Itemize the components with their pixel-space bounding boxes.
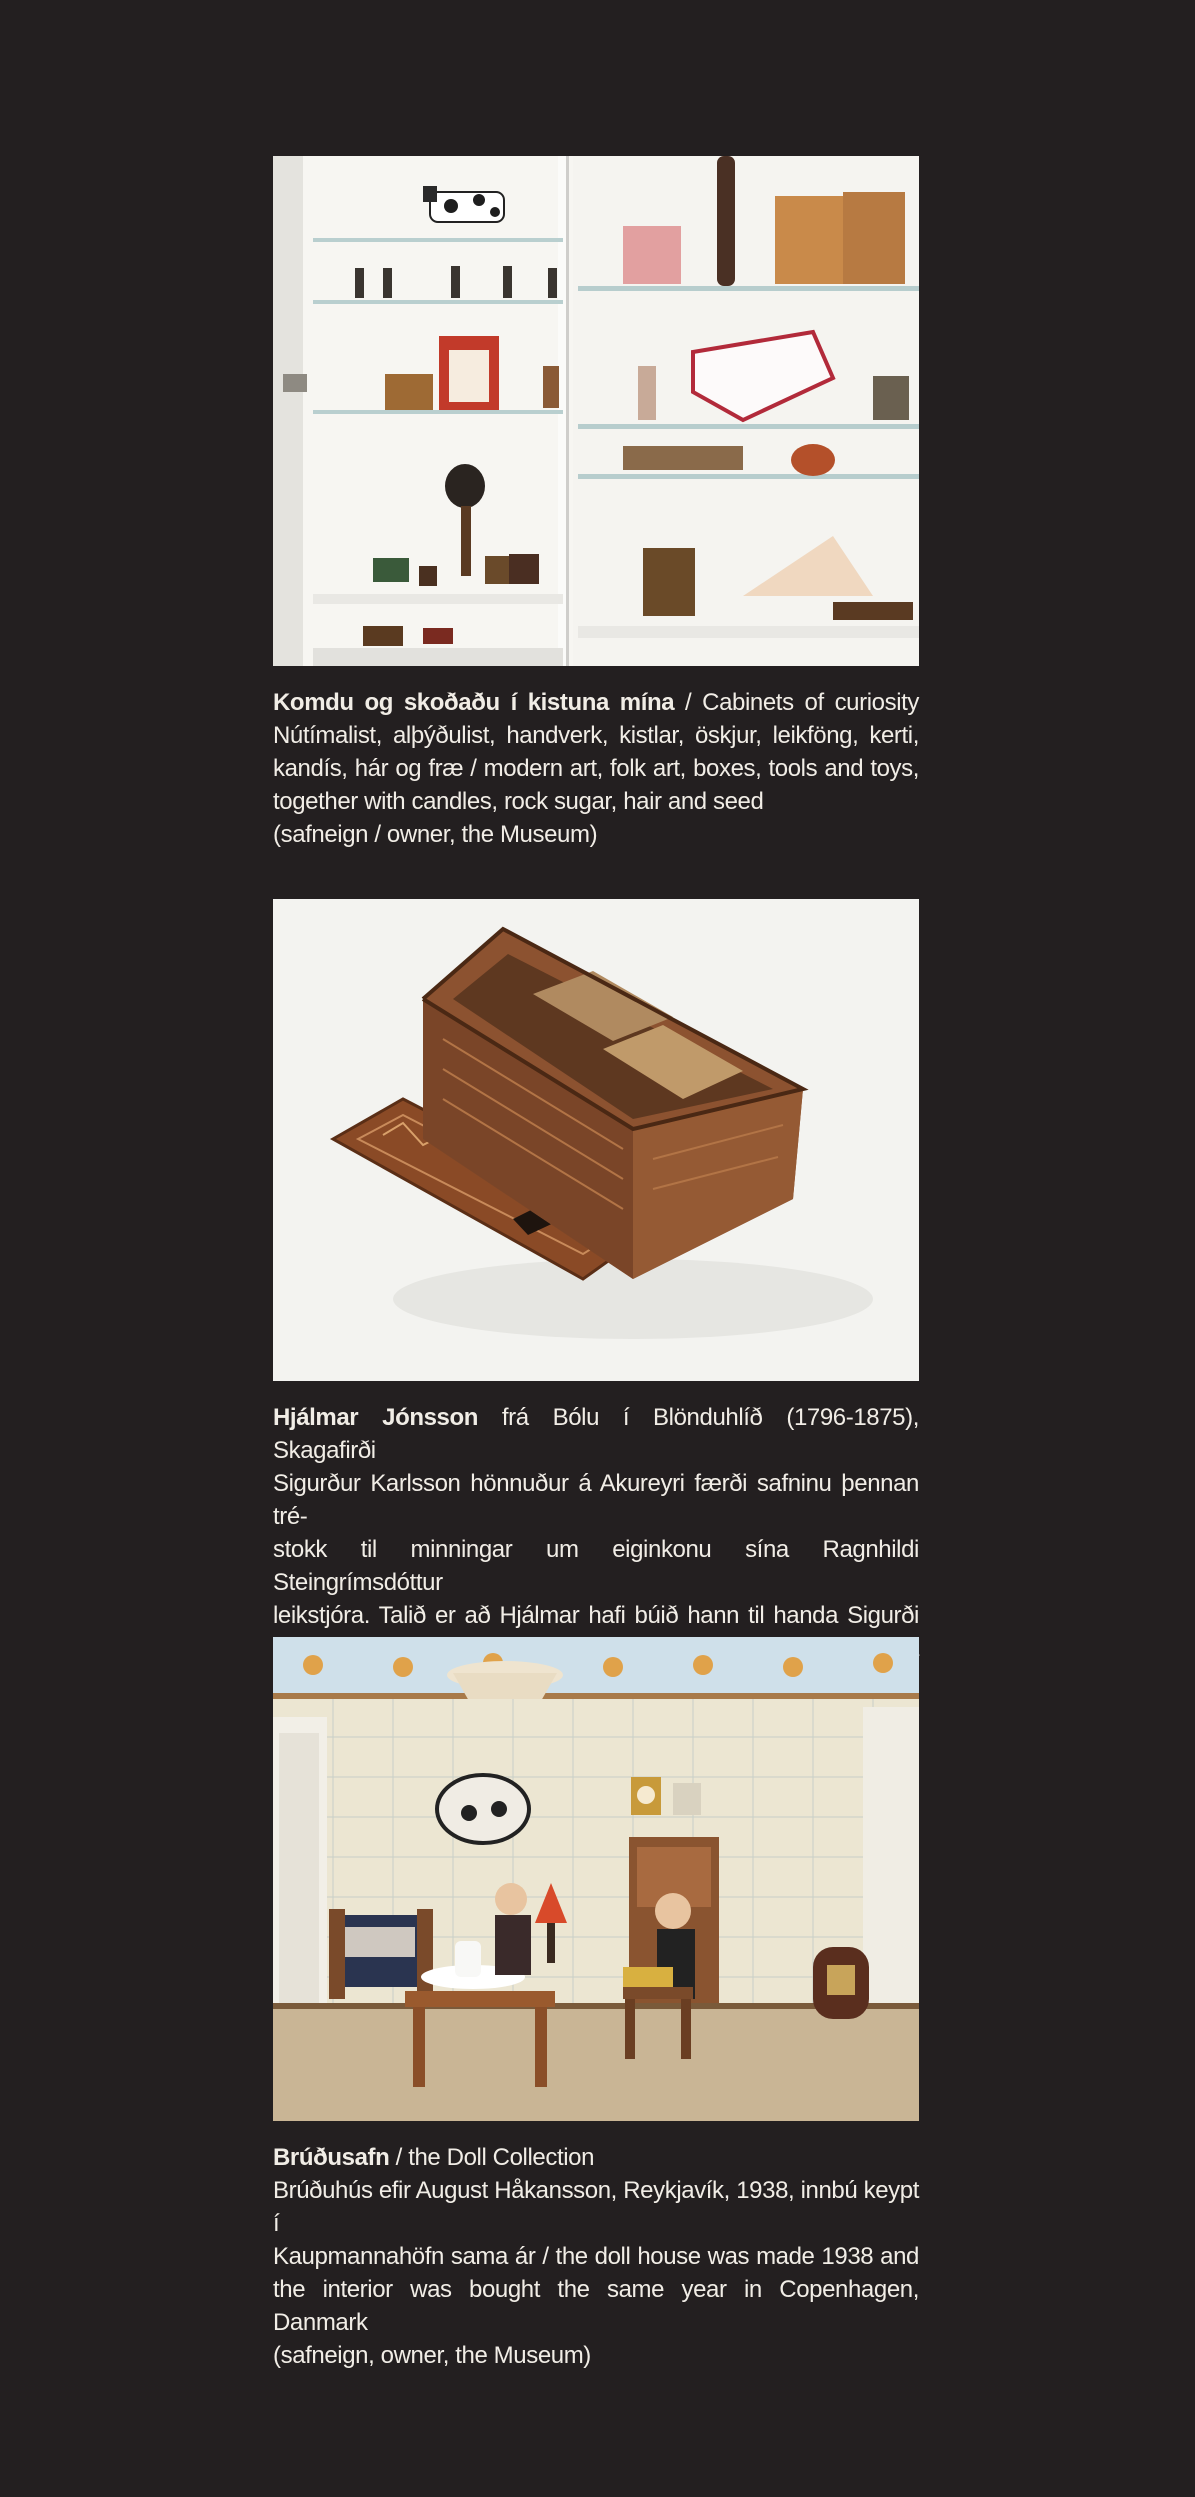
section-wooden-box bbox=[273, 899, 919, 1731]
caption-line: Kaupmannahöfn sama ár / the doll house was made 1938 and bbox=[273, 2243, 919, 2270]
caption-doll-collection bbox=[273, 2141, 919, 2372]
caption-line bbox=[273, 2141, 919, 2174]
caption-title-suffix: frá Bólu í Blönduhlíð (1796-1875), Skagafirði bbox=[273, 1404, 919, 1464]
section-cabinets bbox=[273, 156, 919, 851]
caption-line: (safneign, owner, the Museum) bbox=[273, 2342, 591, 2369]
caption-line: kandís, hár og fræ / modern art, folk art, boxes, tools and toys, bbox=[273, 755, 919, 782]
caption-line: the interior was bought the same year in Copenhagen, Danmark bbox=[273, 2276, 919, 2336]
photo-cabinets-of-curiosity bbox=[273, 156, 919, 666]
caption-line: Brúðuhús efir August Håkansson, Reykjavík, 1938, innbú keypt í bbox=[273, 2177, 919, 2237]
section-doll-collection bbox=[273, 1637, 919, 2372]
caption-title: Brúðusafn bbox=[273, 2144, 390, 2171]
caption-line: (safneign / owner, the Museum) bbox=[273, 821, 598, 848]
caption-title: Komdu og skoðaðu í kistuna mína bbox=[273, 689, 675, 716]
caption-line: together with candles, rock sugar, hair and seed bbox=[273, 788, 764, 815]
caption-line: Nútímalist, alþýðulist, handverk, kistlar, öskjur, leikföng, kerti, bbox=[273, 722, 919, 749]
caption-line: Sigurður Karlsson hönnuður á Akureyri færði safninu þennan tré- bbox=[273, 1470, 919, 1530]
caption-title-suffix: / Cabinets of curiosity bbox=[674, 689, 919, 716]
caption-line: stokk til minningar um eiginkonu sína Ragnhildi Steingrímsdóttur bbox=[273, 1536, 919, 1596]
caption-line bbox=[273, 686, 919, 719]
caption-line: leikstjóra. Talið er að Hjálmar hafi búið hann til handa Sigurði bbox=[273, 1602, 919, 1629]
photo-wooden-box bbox=[273, 899, 919, 1381]
caption-cabinets bbox=[273, 686, 919, 851]
caption-title: Hjálmar Jónsson bbox=[273, 1404, 479, 1431]
caption-title-suffix: / the Doll Collection bbox=[389, 2144, 595, 2171]
photo-doll-house bbox=[273, 1637, 919, 2121]
caption-line bbox=[273, 1401, 919, 1467]
